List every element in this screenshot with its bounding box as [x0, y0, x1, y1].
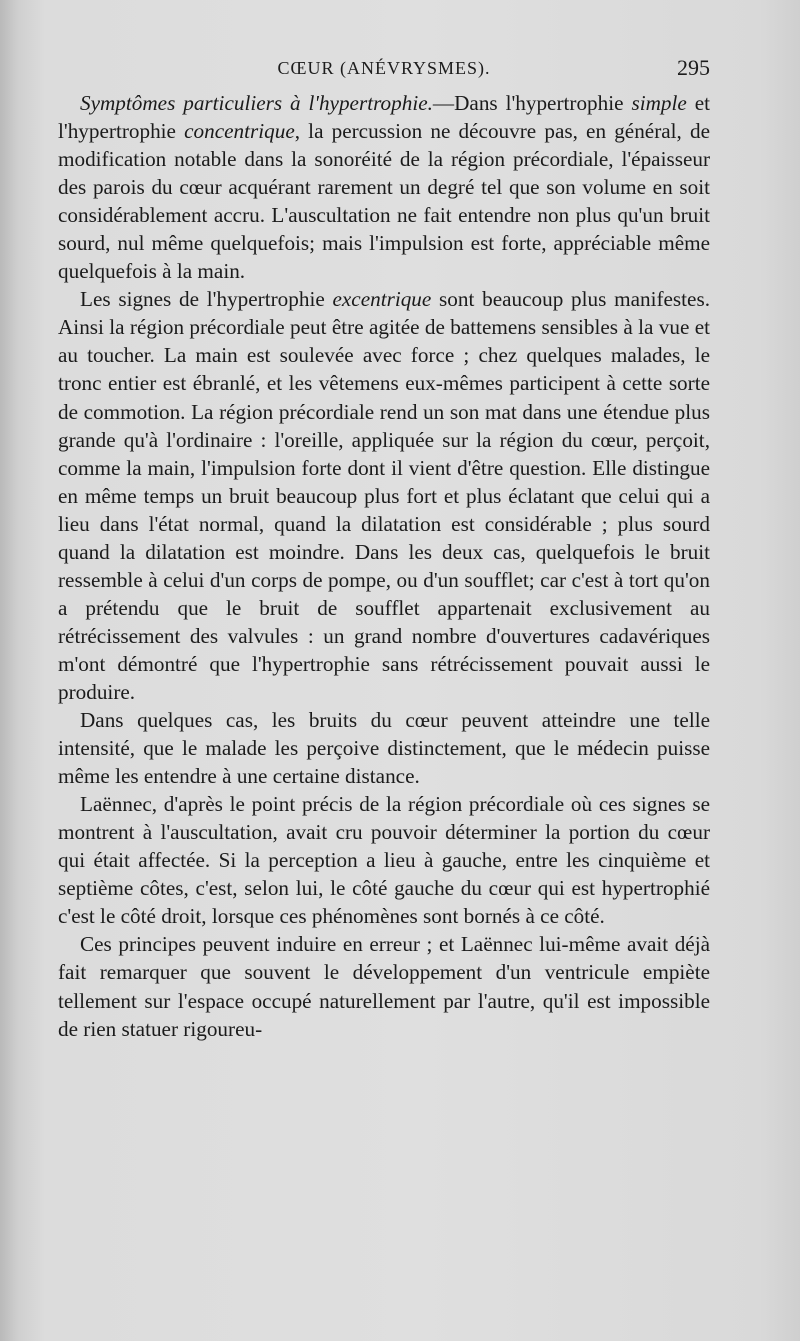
italic-term: simple — [631, 91, 687, 115]
paragraph-text: et l'hypertrophie — [58, 91, 710, 144]
running-header — [58, 55, 710, 84]
page-number: 295 — [677, 55, 710, 80]
paragraph-laennec: Laënnec, d'après le point précis de la région précordiale où ces signes se montrent à l'auscultation, avait cru pouvoir déterminer la portion du cœur qui était affectée. Si la perception a lieu à gauche, entre les cinquième et septième côtes, c'est, selon lui, le côté gauche du cœur qui est hypertrophié c'est le côté droit, lorsque ces phénomènes sont bornés à ce côté. — [58, 792, 710, 929]
paragraph-text: , la percussion ne découvre pas, en général, de modification notable dans la sonoréité de la région précordiale, l'épaisseur des parois du cœur acquérant rarement un degré tel que son volume en soit considérablement accru. L'auscultation ne fait entendre non plus qu'un bruit sourd, nul même quelquefois; mais l'impulsion est forte, appréciable même quelquefois à la main. — [58, 119, 710, 284]
paragraph-heart-sounds: Dans quelques cas, les bruits du cœur peuvent atteindre une telle intensité, que le malade les perçoive distinctement, que le médecin puisse même les entendre à une certaine distance. — [58, 708, 710, 789]
paragraph-principles: Ces principes peuvent induire en erreur ; et Laënnec lui-même avait déjà fait remarquer que souvent le développement d'un ventricule empiète tellement sur l'espace occupé naturellement par l'autre, qu'il est impossible de rien statuer rigoureu- — [58, 932, 710, 1041]
paragraph-eccentric-hypertrophy — [58, 285, 710, 706]
paragraph-text: Les signes de l'hypertrophie — [80, 287, 333, 312]
body-text — [58, 89, 710, 1043]
running-title: CŒUR (ANÉVRYSMES). — [277, 58, 491, 78]
paragraph-text: Dans l'hypertrophie — [454, 91, 632, 115]
italic-term: excentrique — [332, 287, 432, 312]
section-heading: Symptômes particuliers à l'hypertrophie. — [80, 91, 433, 115]
heading-dash: — — [432, 91, 455, 115]
italic-term: concentrique — [184, 119, 295, 144]
paragraph-text: sont beaucoup plus manifestes. Ainsi la région précordiale peut être agitée de battemens sensibles à la vue et au toucher. La main est soulevée avec force ; chez quelques malades, le tronc entier est ébranlé, et les vêtemens eux-mêmes participent à cette sorte de commotion. La région précordiale rend un son mat dans une étendue plus grande qu'à l'ordinaire : l'oreille, appliquée sur la région du cœur, perçoit, comme la main, l'impulsion forte dont il vient d'être question. Elle distingue en même temps un bruit beaucoup plus fort et plus éclatant que celui qui a lieu dans l'état normal, quand la dilatation est considérable ; plus sourd quand la dilatation est moindre. Dans les deux cas, quelquefois le bruit ressemble à celui d'un corps de pompe, ou d'un soufflet; car c'est à tort qu'on a prétendu que le bruit de soufflet appartenait exclusivement au rétrécissement des valvules : un grand nombre d'ouvertures cadavériques m'ont démontré que l'hypertrophie sans rétrécissement pouvait aussi le produire. — [58, 287, 710, 704]
paragraph-hypertrophy-symptoms — [58, 89, 710, 285]
